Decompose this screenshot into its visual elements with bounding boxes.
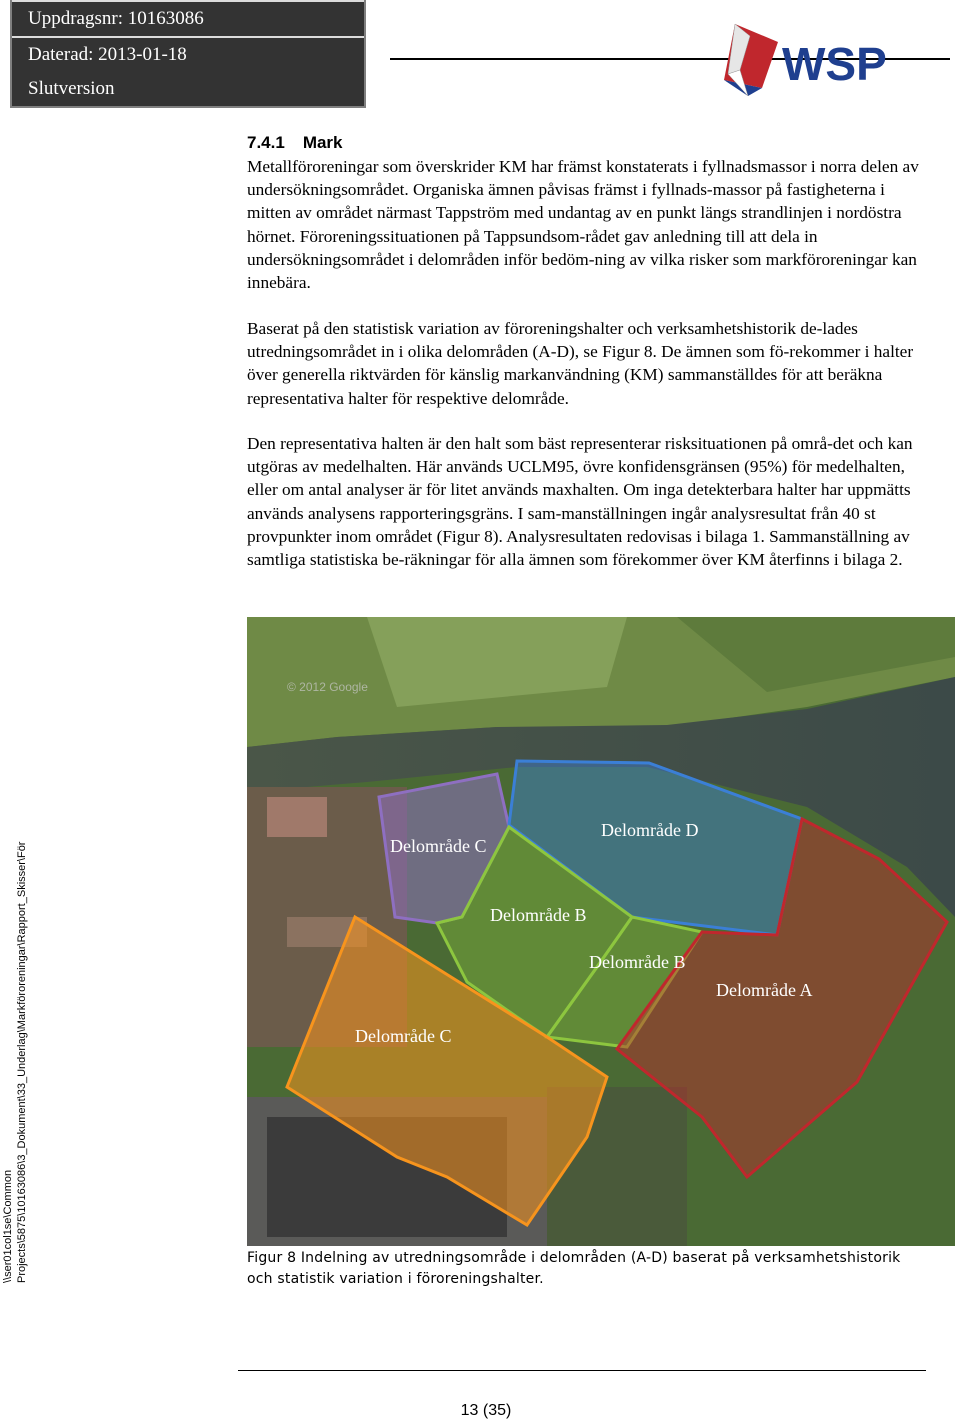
- document-header: [10, 0, 366, 108]
- map-graphic: [247, 617, 955, 1246]
- aerial-map: [247, 617, 955, 1246]
- page-number: 13 (35): [460, 1402, 512, 1419]
- label-zone-b-east: Delområde B: [589, 952, 686, 972]
- caption-line-1: Figur 8 Indelning av utredningsområde i delområden (A-D) baserat på verksamhetshistorik: [247, 1250, 901, 1266]
- label-zone-c-north: Delområde C: [390, 836, 487, 856]
- section-title: Mark: [302, 133, 343, 152]
- logo-text: WSP: [782, 38, 887, 90]
- map-watermark: © 2012 Google: [287, 680, 368, 694]
- file-path-line-1: \\ser01col1se\Common: [2, 1169, 14, 1283]
- paragraph-3: Den representativa halten är den halt som bäst representerar risksituationen på områ-det och kan utgöras av medelhalten. Här används UCLM95, övre konfidensgränsen (95%) för medelhalten, eller om antal analyser är för litet används maxhalten. Om inga detekterbara halter har uppmätts används analysens rapporteringsgräns. I sam-manställningen ingår analysresultat från 40 st provpunkter inom området (Figur 8). Analysresultaten redovisas i bilaga 1. Sammanställning av samtliga statistiska be-räkningar för alla ämnen som förekommer över KM återfinns i bilaga 2.: [247, 434, 913, 570]
- figure-caption: [247, 1248, 947, 1290]
- file-path-sidebar: [0, 820, 40, 1290]
- section-heading: [247, 133, 343, 153]
- footer-rule: [238, 1370, 926, 1371]
- paragraph-2: Baserat på den statistisk variation av föroreningshalter och verksamhetshistorik de-lades utredningsområdet in i olika delområden (A-D), se Figur 8. De ämnen som fö-rekommer i halter över generella riktvärden för känslig markanvändning (KM) sammanställdes för att beräkna representativa halter för respektive delområde.: [247, 319, 914, 408]
- file-path-line-2: Projects\5875\10163086\3_Dokument\33_Underlag\Markföroreningar\Rapport_Skisser\För: [16, 841, 28, 1283]
- label-zone-a: Delområde A: [716, 980, 813, 1000]
- label-zone-d: Delområde D: [601, 820, 699, 840]
- paragraph-1: Metallföroreningar som överskrider KM har främst konstaterats i fyllnadsmassor i norra delen av undersökningsområdet. Organiska ämnen påvisas främst i fyllnads-massor på fastigheterna i mitten av området närmast Tappström med undantag av en punkt längs strandlinjen i nordöstra hörnet. Föroreningssituationen på Tappsundsom-rådet gav anledning till att dela in undersökningsområdet i delområden inför bedöm-ning av vilka risker som markföroreningar kan innebära.: [247, 157, 919, 293]
- date-line: Daterad: 2013-01-18: [12, 38, 364, 72]
- wsp-logo-graphic: [390, 14, 950, 104]
- section-number: 7.4.1: [247, 133, 285, 152]
- version-line: Slutversion: [12, 72, 364, 106]
- label-zone-c-south: Delområde C: [355, 1026, 452, 1046]
- wsp-logo: [390, 14, 950, 104]
- label-zone-b-west: Delområde B: [490, 905, 587, 925]
- assignment-number: Uppdragsnr: 10163086: [12, 2, 364, 36]
- caption-line-2: och statistik variation i föroreningshalter.: [247, 1271, 544, 1287]
